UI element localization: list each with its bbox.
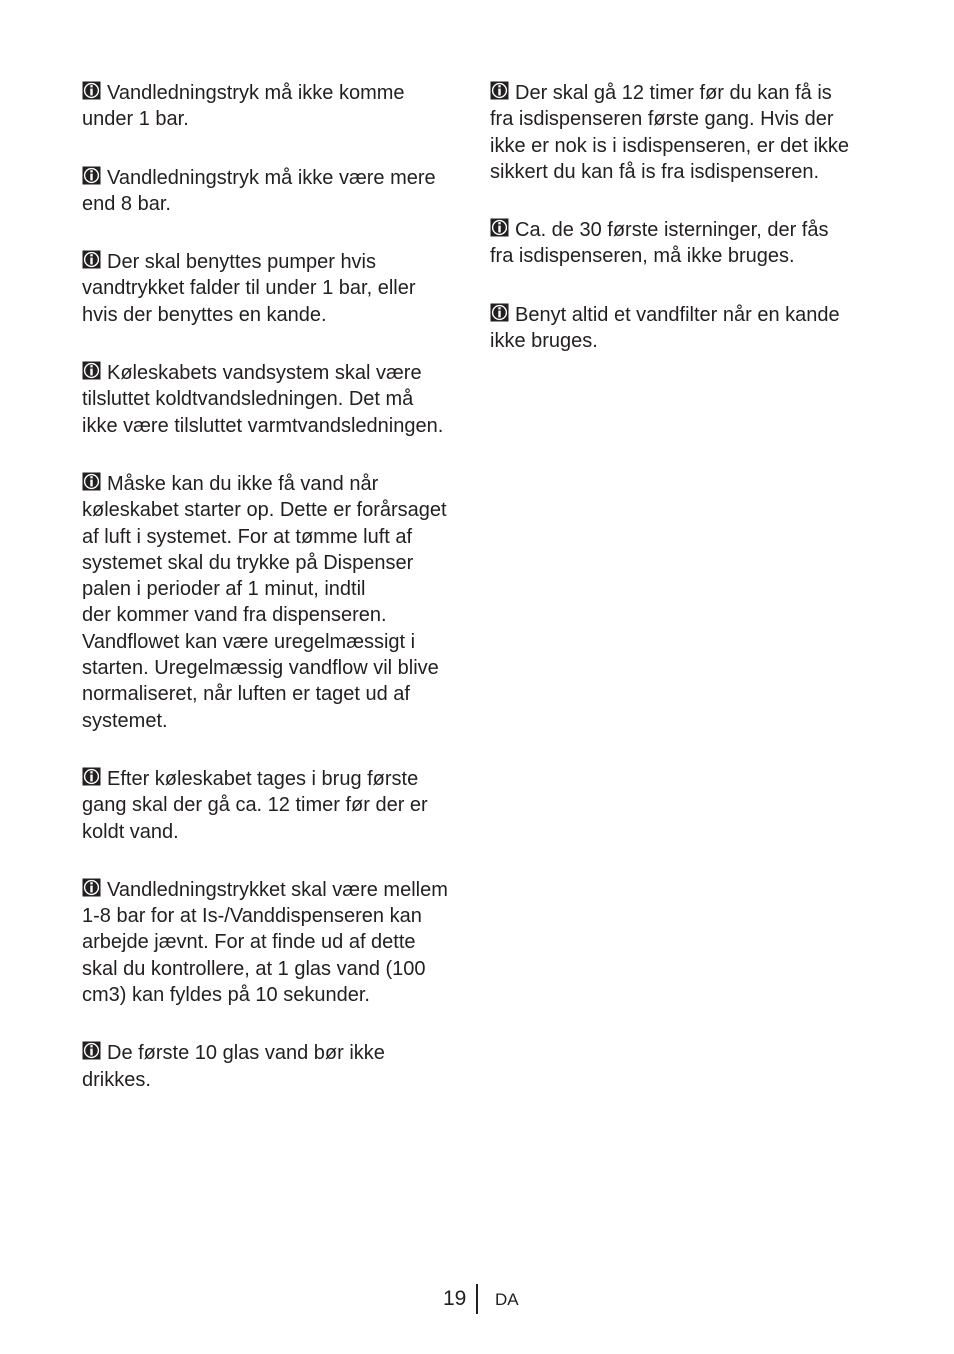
info-icon [82, 1041, 101, 1060]
note-text: Vandledningstrykket skal være mellem 1-8 bar for at Is-/Vanddispenseren kan arbejde jævnt. For at finde ud af dette skal du kontrollere, at 1 glas vand (100 cm3) kan fyldes på 10 sekunder. [82, 878, 448, 1007]
note-text: Benyt altid et vandfilter når en kande ikke bruges. [490, 303, 840, 353]
info-icon [82, 166, 101, 185]
note-text: Vandledningstryk må ikke være mere end 8 bar. [82, 166, 436, 215]
page-footer [0, 1284, 954, 1316]
note-item [490, 217, 875, 270]
note-text: Måske kan du ikke få vand når køleskabet starter op. Dette er forårsaget af luft i systemet. For at tømme luft af systemet skal du trykke på Dispenser palen i perioder af 1 minut, indtil der kommer vand fra dispenseren. Vandflowet kan være uregelmæssigt i starten. Uregelmæssig vandflow vil blive normaliseret, når luften er taget ud af systemet. [82, 472, 447, 732]
note-item [490, 80, 875, 185]
info-icon [82, 767, 101, 786]
info-icon [82, 250, 101, 269]
page-number: 19 [443, 1287, 467, 1310]
info-icon [82, 472, 101, 491]
note-item [82, 471, 472, 734]
language-code: DA [495, 1290, 519, 1309]
footer-divider [476, 1284, 478, 1314]
right-column [490, 80, 875, 386]
note-text: Der skal benyttes pumper hvis vandtrykket falder til under 1 bar, eller hvis der benyttes en kande. [82, 251, 416, 326]
info-icon [82, 81, 101, 100]
info-icon [490, 81, 509, 100]
note-text: De første 10 glas vand bør ikke drikkes. [82, 1042, 385, 1091]
note-text: Der skal gå 12 timer før du kan få is fra isdispenseren første gang. Hvis der ikke er nok is i isdispenseren, er det ikke sikkert du kan få is fra isdispenseren. [490, 82, 850, 183]
note-text: Vandledningstryk må ikke komme under 1 bar. [82, 82, 405, 131]
note-item [82, 360, 472, 439]
note-item [82, 249, 472, 328]
info-icon [82, 361, 101, 380]
note-item [82, 877, 472, 1008]
note-text: Efter køleskabet tages i brug første gang skal der gå ca. 12 timer før der er koldt vand. [82, 767, 428, 843]
note-item [82, 766, 472, 845]
note-text: Ca. de 30 første isterninger, der fås fra isdispenseren, må ikke bruges. [490, 219, 829, 268]
info-icon [82, 878, 101, 897]
note-item [82, 1040, 472, 1093]
note-text: Køleskabets vandsystem skal være tilsluttet koldtvandsledningen. Det må ikke være tilsluttet varmtvandsledningen. [82, 362, 444, 437]
left-column [82, 80, 472, 1125]
note-item [490, 302, 875, 355]
info-icon [490, 218, 509, 237]
info-icon [490, 303, 509, 322]
note-item [82, 165, 472, 218]
note-item [82, 80, 472, 133]
